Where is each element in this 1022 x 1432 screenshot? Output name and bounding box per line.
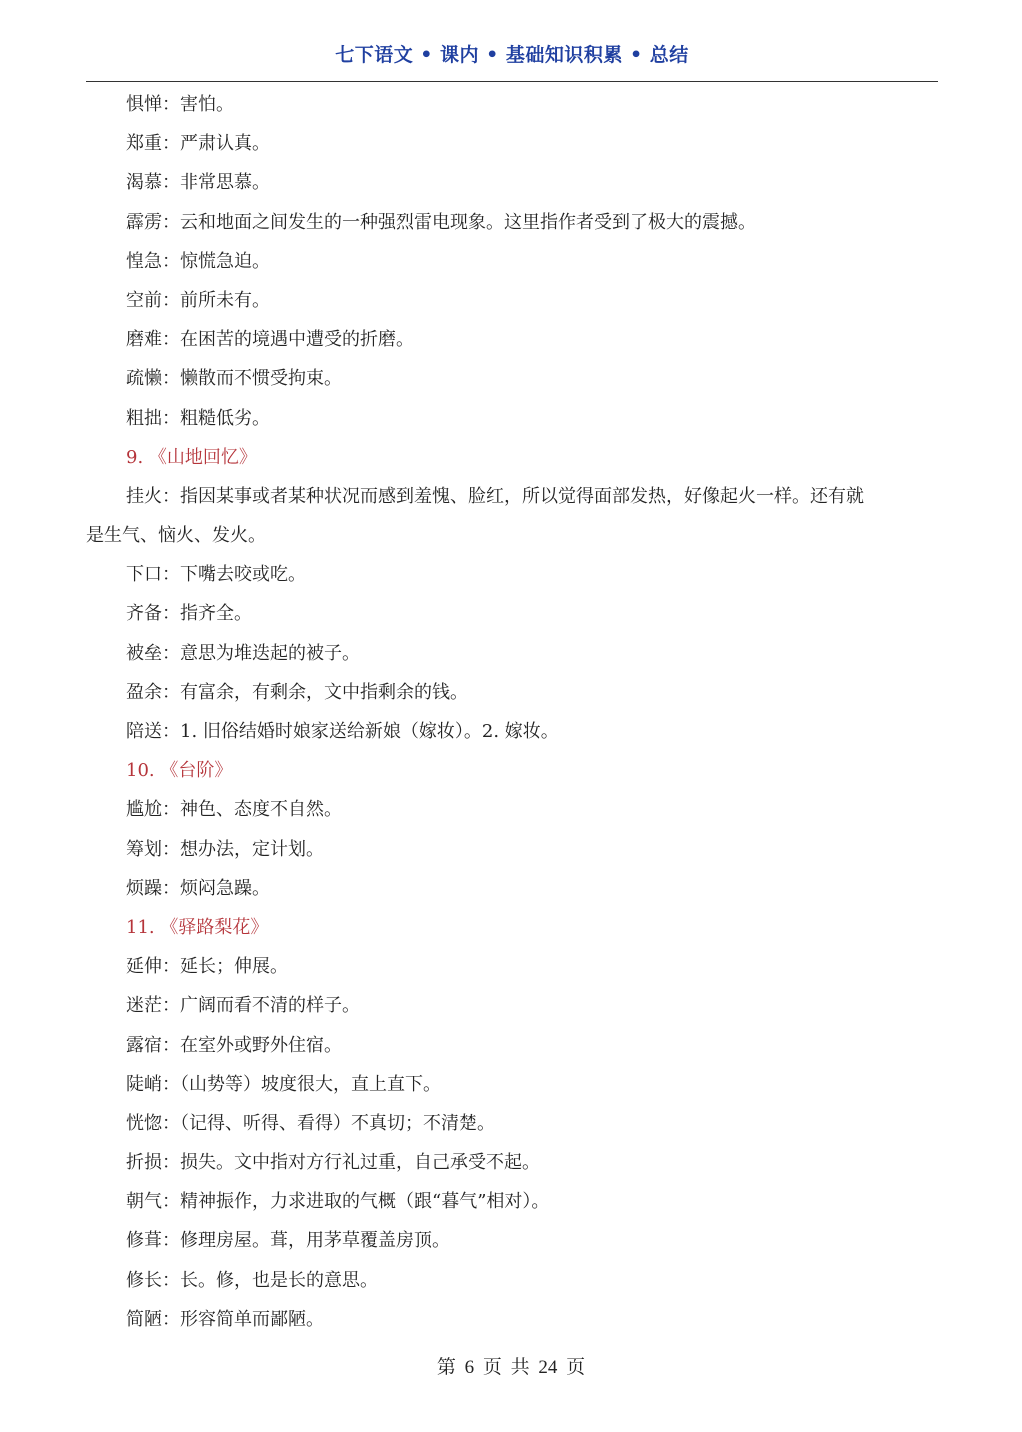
vocab-entry: 恍惚：（记得、听得、看得）不真切；不清楚。 — [126, 1112, 495, 1134]
page-content — [86, 85, 938, 1339]
vocab-entry: 渴慕：非常思慕。 — [126, 172, 270, 194]
vocab-entry: 惧惮：害怕。 — [126, 94, 234, 115]
vocab-entry: 简陋：形容简单而鄙陋。 — [126, 1308, 324, 1330]
page-header-title: 七下语文 • 课内 • 基础知识积累 • 总结 — [335, 44, 689, 66]
vocab-entry: 挂火：指因某事或者某种状况而感到羞愧、脸红，所以觉得面部发热，好像起火一样。还有就 — [126, 485, 864, 507]
vocab-entry: 烦躁：烦闷急躁。 — [126, 877, 270, 899]
vocab-entry: 尴尬：神色、态度不自然。 — [126, 799, 342, 821]
section-heading-taijie: 10. 《台阶》 — [126, 760, 233, 782]
page-number-footer: 第 6 页 共 24 页 — [436, 1357, 586, 1378]
vocab-entry: 修长：长。修，也是长的意思。 — [126, 1269, 378, 1291]
vocab-entry: 修葺：修理房屋。葺，用茅草覆盖房顶。 — [126, 1230, 450, 1252]
vocab-entry: 磨难：在困苦的境遇中遭受的折磨。 — [126, 329, 414, 351]
vocab-entry: 粗拙：粗糙低劣。 — [126, 407, 270, 429]
vocab-entry: 盈余：有富余，有剩余，文中指剩余的钱。 — [126, 681, 468, 703]
vocab-entry: 露宿：在室外或野外住宿。 — [126, 1034, 342, 1056]
vocab-entry: 迷茫：广阔而看不清的样子。 — [126, 995, 360, 1017]
vocab-entry: 朝气：精神振作，力求进取的气概（跟“暮气”相对）。 — [126, 1191, 550, 1213]
vocab-entry: 陪送：1. 旧俗结婚时娘家送给新娘（嫁妆）。2. 嫁妆。 — [126, 721, 559, 742]
vocab-entry: 折损：损失。文中指对方行礼过重，自己承受不起。 — [126, 1152, 540, 1174]
vocab-entry: 空前：前所未有。 — [126, 289, 270, 311]
vocab-entry: 筹划：想办法，定计划。 — [126, 838, 324, 860]
vocab-entry: 霹雳：云和地面之间发生的一种强烈雷电现象。这里指作者受到了极大的震撼。 — [126, 211, 756, 233]
vocab-entry: 惶急：惊慌急迫。 — [126, 250, 270, 272]
vocab-entry: 下口：下嘴去咬或吃。 — [126, 564, 306, 586]
header-divider — [86, 81, 938, 82]
vocab-entry: 延伸：延长；伸展。 — [126, 956, 288, 978]
vocab-entry: 陡峭：（山势等）坡度很大，直上直下。 — [126, 1073, 441, 1095]
vocab-entry: 齐备：指齐全。 — [126, 603, 252, 625]
section-heading-yilu-lihua: 11. 《驿路梨花》 — [126, 916, 269, 938]
vocab-entry: 疏懒：懒散而不惯受拘束。 — [126, 368, 342, 390]
vocab-entry: 郑重：严肃认真。 — [126, 133, 270, 155]
vocab-entry: 被垒：意思为堆迭起的被子。 — [126, 642, 360, 664]
vocab-entry-continuation: 是生气、恼火、发火。 — [86, 525, 266, 547]
section-heading-shandi-huiyi: 9. 《山地回忆》 — [126, 446, 257, 468]
